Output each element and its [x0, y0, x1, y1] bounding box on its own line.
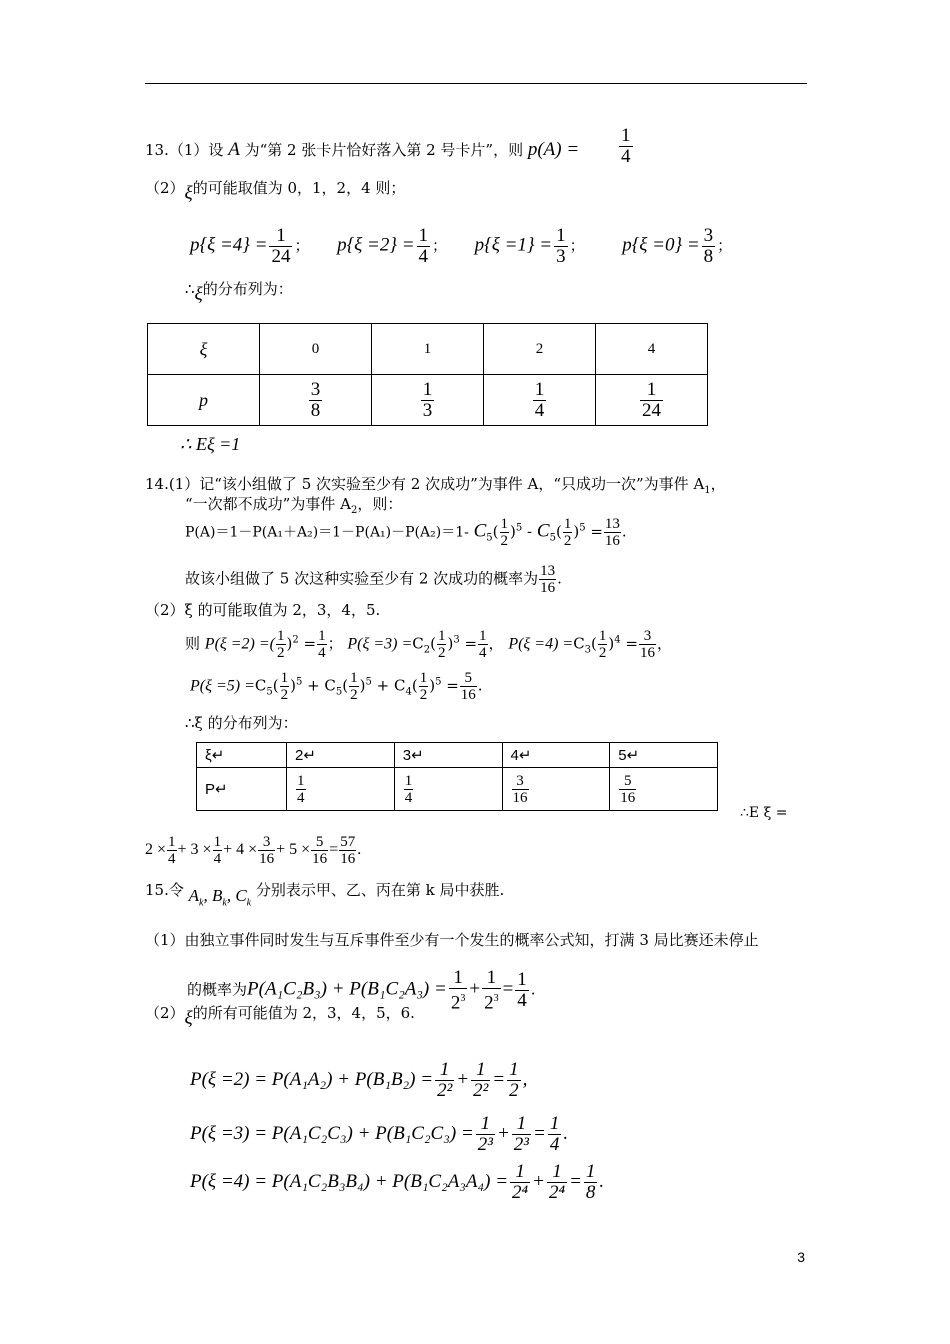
xi-symbol: ξ	[184, 1008, 193, 1029]
half-frac	[419, 670, 429, 703]
sep: ；	[294, 236, 310, 255]
frac-num: 1	[621, 125, 631, 146]
half-frac	[437, 628, 447, 661]
frac	[449, 968, 468, 1013]
cell-frac	[619, 773, 636, 806]
frac-num: 1	[510, 1162, 530, 1183]
half-frac	[349, 670, 359, 703]
cell-frac	[533, 380, 547, 421]
punct: .	[599, 1170, 605, 1192]
q13-part2-prefix: （2）	[145, 179, 185, 197]
frac-den: 4	[621, 146, 631, 167]
comb: C	[536, 520, 550, 542]
frac	[482, 968, 501, 1013]
frac	[213, 834, 223, 867]
table-cell: 0	[260, 324, 372, 375]
page-number: 3	[797, 1249, 805, 1265]
q15-prefix: 15.令	[145, 881, 184, 899]
frac-num: 1	[482, 968, 501, 989]
punct: .	[563, 1122, 569, 1144]
frac-num: 1	[563, 516, 572, 532]
frac-den: 4	[549, 1134, 560, 1155]
then: 则	[185, 634, 201, 653]
result-frac	[539, 563, 556, 596]
cell-frac	[309, 380, 323, 421]
frac-num: 5	[460, 670, 477, 687]
eq-lhs: P(ξ =5) =	[190, 677, 255, 695]
q14-eq-row2: $P(\xi =5) =C_5$( $\frac{1}{2}$ )$^5 + C_5$( $\frac{1}{2}$ )$^5 + C_4$( $\frac{1}{2}$ )$^5$ = $\frac{5}{16}$ .	[190, 670, 483, 703]
half-frac	[598, 628, 608, 661]
frac-num: 3	[310, 378, 321, 400]
expect-lhs: 2 ×	[145, 841, 167, 859]
frac	[435, 1060, 454, 1101]
frac	[584, 1162, 598, 1203]
frac-num: 1	[598, 628, 607, 644]
frac-den: 16	[639, 645, 655, 661]
frac	[548, 1114, 562, 1155]
q13-mid: 为“第 2 张卡片恰好落入第 2 号卡片”，则	[244, 141, 524, 159]
eq-lhs: P(ξ =3) =	[347, 635, 413, 653]
frac	[258, 834, 275, 867]
prob-frac	[269, 226, 292, 267]
q15-part2	[145, 1003, 415, 1029]
q14-text: “一次都不成功”为事件 A	[185, 495, 351, 513]
frac-num: 1	[534, 378, 545, 400]
pA-frac	[619, 126, 633, 167]
eq-lhs: P(ξ =2) = P(A₁A₂) + P(B₁B₂) =	[190, 1068, 434, 1090]
frac	[167, 834, 177, 867]
table-cell: 1	[372, 324, 484, 375]
q13-line2	[145, 178, 406, 204]
table-cell: 4↵	[502, 743, 610, 768]
frac-num: 1	[435, 1060, 454, 1081]
frac-num: 3	[639, 628, 656, 645]
table-cell	[260, 375, 372, 426]
frac-den: 16	[340, 851, 356, 867]
q14-dist-table	[196, 742, 718, 811]
minus: -	[527, 522, 533, 541]
half-frac	[280, 670, 290, 703]
frac-num: 13	[540, 563, 556, 579]
table-cell: 5↵	[610, 743, 718, 768]
p1-expr: P(A₁C₂B₃) + P(B₁C₂A₃) =	[247, 978, 447, 1000]
frac-num: 3	[512, 773, 529, 790]
frac-num: 1	[476, 1114, 495, 1135]
frac-num: 1	[422, 378, 433, 400]
q15-part2-text: 的所有可能值为 2，3，4，5，6.	[192, 1004, 415, 1022]
frac-den: 16	[620, 789, 636, 806]
frac-num: 1	[547, 1162, 567, 1183]
frac-num: 1	[640, 380, 663, 401]
frac-den: 24	[271, 246, 291, 267]
q14-dist-title: ∴ξ 的分布列为：	[185, 714, 298, 732]
frac-num: 1	[350, 670, 358, 686]
frac-den: 2	[277, 645, 285, 661]
table-cell	[484, 375, 596, 426]
table-head-p: P↵	[197, 768, 287, 811]
q14-expect-expr: 2 × $\frac{1}{4}$ + 3 × $\frac{1}{4}$ + 4 × $\frac{3}{16}$ + 5 × $\frac{5}{16}$ = $\frac{57}{16}$ .	[145, 834, 362, 867]
equals: =	[590, 522, 603, 541]
subscript: 1	[704, 485, 711, 496]
q13-probs	[190, 226, 732, 267]
half-frac	[563, 516, 573, 549]
frac-den: 16	[312, 851, 328, 867]
punct: ,	[522, 1068, 528, 1090]
q14-expect-label: ∴E ξ =	[740, 805, 788, 821]
q15-part2-prefix: （2）	[145, 1004, 185, 1022]
cell-frac	[421, 380, 435, 421]
q13-part2-text: 的可能取值为 0，1，2，4 则；	[192, 179, 406, 197]
frac-den: 8	[585, 1182, 596, 1203]
q15-text: 的概率为	[187, 980, 248, 999]
xi-symbol: ξ	[194, 284, 203, 305]
frac-den: 4	[534, 399, 545, 421]
frac-num: 1	[297, 772, 305, 789]
frac-num: 1	[500, 516, 509, 532]
cell-frac	[512, 773, 529, 806]
frac	[512, 1114, 531, 1155]
frac-den: 8	[703, 246, 714, 267]
table-head-xi: ξ	[148, 324, 260, 375]
prob-frac	[702, 226, 716, 267]
eq-lhs: P(ξ =2) =(	[204, 635, 275, 653]
sep: ；	[569, 236, 585, 255]
sep: ；	[717, 236, 733, 255]
frac-den: 2³	[513, 1134, 529, 1155]
q13-line1	[145, 140, 579, 160]
conclusion-text: 故该小组做了 5 次这种实验至少有 2 次成功的概率为	[185, 569, 539, 588]
frac-den: 8	[310, 399, 321, 421]
frac-num: 1	[269, 226, 292, 247]
frac-num: 1	[213, 834, 222, 850]
q15-part1: （1）由独立事件同时发生与互斥事件至少有一个发生的概率公式知，打满 3 局比赛还未停止	[145, 931, 759, 949]
q13-dist-title	[185, 279, 293, 305]
frac-num: 1	[404, 772, 413, 789]
frac-den: 4	[404, 789, 413, 806]
cell-frac	[404, 773, 414, 806]
half-frac	[500, 516, 510, 549]
frac-den: 2	[509, 1080, 519, 1101]
frac-num: 1	[479, 628, 487, 644]
table-head-xi: ξ↵	[197, 743, 287, 768]
val-frac	[317, 628, 327, 661]
q14-eq-row1: 则 P(ξ =2) =( $\frac{1}{2}$ )$^2$ = $\frac{1}{4}$ ； $P(\xi =3) =C_2$( $\frac{1}{2}$ )$^3$ = $\frac{1}{4}$ ， $P(\xi =4) =C_3$( $\frac{1}{2}$ )$^4$ = $\frac{3}{16}$ ，	[185, 628, 672, 661]
frac-num: 57	[340, 834, 356, 850]
q14-text: 14.(1）记“该小组做了 5 次实验至少有 2 次成功”为事件 A，“只成功一次”为事件 A	[145, 475, 705, 493]
q14-pa-line: P(A)＝1－P(A₁＋A₂)＝1－P(A₁)－P(A₂)＝1- $C_5$( $\frac{1}{2}$ )$^5 - C_5$( $\frac{1}{2}$ )$^5$ = $\frac{13}{16}$ .	[185, 516, 627, 549]
frac-den: 2²	[473, 1080, 489, 1101]
dist-title-text: 的分布列为：	[202, 280, 293, 298]
prob-lhs: p{ξ =2} =	[337, 234, 415, 256]
frac-num: 1	[168, 834, 176, 850]
q15-line1	[145, 880, 504, 907]
frac-num: 1	[512, 1114, 531, 1135]
frac	[510, 1162, 530, 1203]
frac-den: 4	[418, 246, 429, 267]
frac	[515, 970, 529, 1011]
frac-num: 1	[556, 225, 566, 246]
cell-frac	[640, 380, 663, 421]
frac-den: 2	[419, 687, 428, 703]
frac-num: 5	[311, 834, 328, 851]
subscript: 2	[350, 505, 358, 516]
table-row	[148, 375, 708, 426]
prob-frac	[554, 226, 568, 267]
frac-den: 2	[563, 533, 572, 549]
frac-den: 4	[213, 851, 222, 867]
frac-den: 2	[500, 533, 509, 549]
frac-num: 1	[437, 628, 446, 644]
result-frac	[604, 516, 621, 549]
sep: ；	[432, 236, 448, 255]
q15-eq-0: P(ξ =2) = P(A₁A₂) + P(B₁B₂) = $\frac{1}{\text{2²}}$ + $\frac{1}{\text{2²}}$ = $\frac{1}{2}$ ,	[190, 1059, 528, 1101]
frac-den: 2⁴	[512, 1182, 529, 1203]
frac	[311, 834, 328, 867]
frac-num: 1	[471, 1060, 490, 1081]
frac-den: 4	[168, 851, 176, 867]
q15-eq-2: P(ξ =4) = P(A₁C₂B₃B₄) + P(B₁C₂A₃A₄) = $\frac{1}{\text{2⁴}}$ + $\frac{1}{\text{2⁴}}$ = $\frac{1}{8}$ .	[190, 1161, 605, 1203]
table-cell: 2↵	[287, 743, 395, 768]
frac-num: 1	[277, 628, 285, 644]
frac-den: 4	[479, 645, 487, 661]
q14-part2: （2）ξ 的可能取值为 2，3，4，5.	[145, 601, 381, 619]
frac	[476, 1114, 495, 1155]
punct: ，	[710, 475, 726, 493]
prob-frac	[417, 226, 431, 267]
table-cell: 2	[484, 324, 596, 375]
table-cell: 4	[596, 324, 708, 375]
frac-num: 13	[604, 516, 620, 532]
frac-num: 1	[418, 225, 429, 246]
frac	[471, 1060, 490, 1101]
q15-text: 分别表示甲、乙、丙在第 k 局中获胜.	[255, 881, 505, 899]
frac-num: 1	[318, 628, 326, 644]
cell-frac	[296, 773, 306, 806]
frac-den: 2⁴	[548, 1182, 566, 1203]
frac-num: 1	[517, 969, 527, 991]
frac	[507, 1060, 521, 1101]
frac-den: 2	[437, 645, 446, 661]
therefore: ∴	[185, 280, 195, 298]
frac-den: 2	[598, 645, 607, 661]
eq-lhs: P(ξ =4) = P(A₁C₂B₃B₄) + P(B₁C₂A₃A₄) =	[190, 1170, 509, 1192]
frac-den: 4	[517, 990, 527, 1012]
q14-conclusion: 故该小组做了 5 次这种实验至少有 2 次成功的概率为 $\frac{13}{16}$ .	[185, 563, 562, 596]
table-row	[197, 768, 718, 811]
frac-num: 1	[280, 670, 289, 686]
frac-den: 2³	[477, 1134, 493, 1155]
frac	[547, 1162, 567, 1203]
frac-den: 3	[422, 399, 433, 421]
punct: ，则：	[357, 495, 403, 513]
pA-label: p(A) =	[527, 139, 580, 160]
prob-lhs: p{ξ =1} =	[474, 234, 553, 256]
frac-den: 16	[540, 580, 556, 596]
table-cell	[610, 768, 718, 811]
pa-expr: P(A)＝1－P(A₁＋A₂)＝1－P(A₁)－P(A₂)＝1-	[185, 524, 469, 541]
frac	[339, 834, 356, 867]
val-frac	[639, 628, 656, 661]
val-frac	[460, 670, 477, 703]
frac-den: 16	[460, 687, 476, 703]
frac-den: $2^3$	[450, 992, 466, 1014]
table-cell: 3↵	[394, 743, 502, 768]
table-cell	[372, 375, 484, 426]
frac-num: 1	[449, 968, 468, 989]
table-row	[197, 743, 718, 768]
frac-num: 3	[258, 834, 275, 851]
frac-num: 5	[619, 773, 636, 790]
frac-num: 1	[419, 670, 428, 686]
xi-symbol: ξ	[184, 183, 193, 204]
event-A: A	[188, 886, 200, 905]
q13-expectation: ∴ Eξ =1	[180, 434, 241, 454]
q15-part1-line2: 的概率为P(A₁C₂B₃) + P(B₁C₂A₃) = $\frac{1}{2^3}$ + $\frac{1}{2^3}$ = $\frac{1}{4}$ .	[187, 967, 536, 1014]
frac-den: 2	[350, 687, 358, 703]
frac-den: 2	[280, 687, 289, 703]
table-row	[148, 324, 708, 375]
eq-lhs: P(ξ =4) =	[508, 635, 574, 653]
table-cell	[596, 375, 708, 426]
frac-den: $2^3$	[484, 992, 499, 1014]
frac-den: 3	[556, 246, 566, 267]
frac-den: 16	[604, 533, 620, 549]
frac-den: 4	[318, 645, 326, 661]
frac-den: 24	[642, 399, 661, 421]
q13-dist-table	[147, 323, 708, 426]
header-rule	[145, 83, 807, 84]
var-A: A	[228, 139, 240, 160]
table-head-p: p	[148, 375, 260, 426]
table-cell	[394, 768, 502, 811]
frac-num: 3	[703, 225, 714, 246]
paren: (	[492, 522, 499, 541]
frac-den: 16	[512, 789, 528, 806]
events: $A_k$, $B_k$, $C_k$	[188, 886, 252, 909]
prob-lhs: p{ξ =0} =	[622, 234, 700, 256]
frac-num: 1	[585, 1161, 596, 1182]
table-cell	[287, 768, 395, 811]
half-frac	[276, 628, 286, 661]
eq-lhs: P(ξ =3) = P(A₁C₂C₃) + P(B₁C₂C₃) =	[190, 1122, 474, 1144]
frac-den: 4	[297, 789, 305, 806]
q15-eq-1: P(ξ =3) = P(A₁C₂C₃) + P(B₁C₂C₃) = $\frac{1}{\text{2³}}$ + $\frac{1}{\text{2³}}$ = $\frac{1}{4}$ .	[190, 1113, 569, 1155]
frac-num: 1	[549, 1113, 560, 1134]
comb: C	[473, 520, 487, 542]
frac-num: 1	[509, 1059, 519, 1080]
prob-lhs: p{ξ =4} =	[190, 234, 268, 256]
q13-prefix: 13.（1）设	[145, 141, 224, 159]
val-frac	[478, 628, 488, 661]
frac-den: 2²	[437, 1080, 453, 1101]
table-cell	[502, 768, 610, 811]
frac-den: 16	[259, 851, 275, 867]
